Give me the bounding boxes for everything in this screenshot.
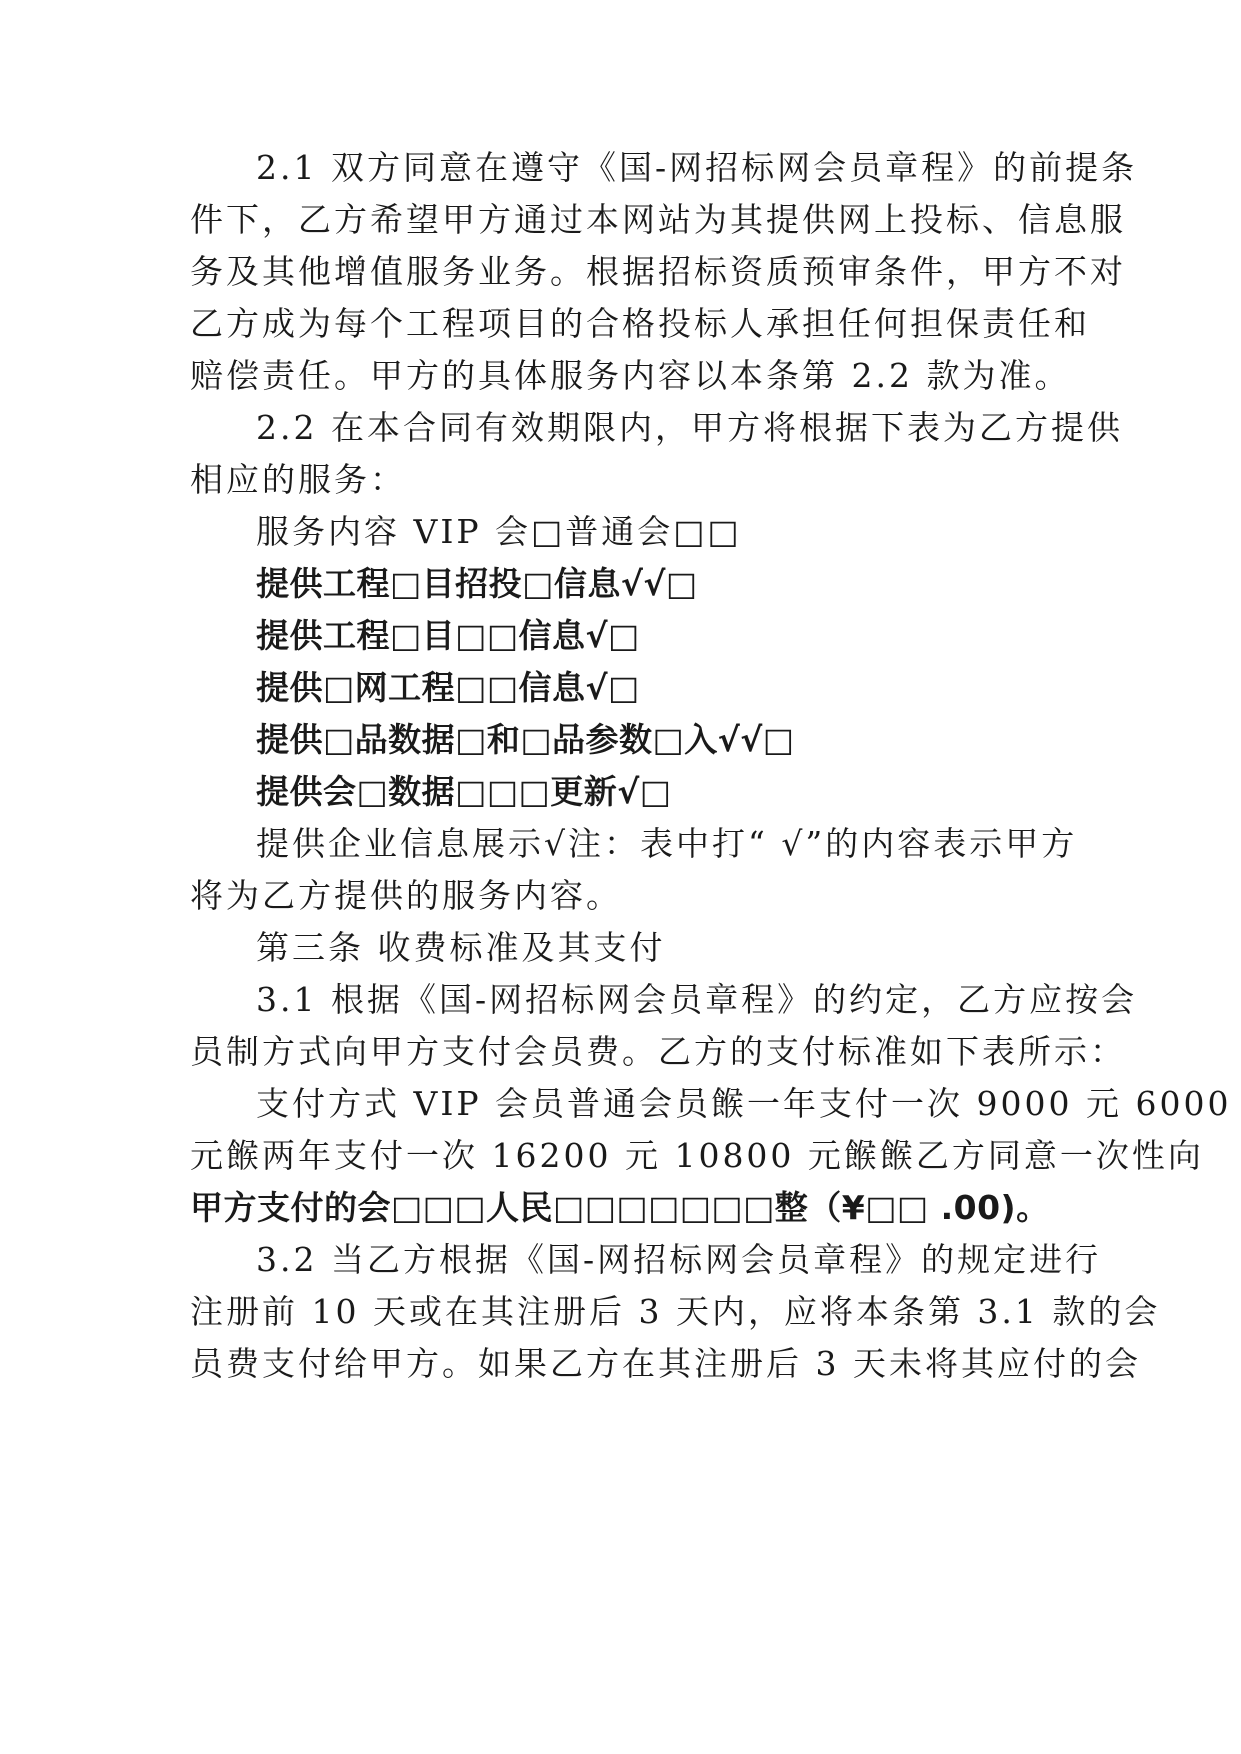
paragraph-line: 提供企业信息展示√注：表中打“ √”的内容表示甲方 — [256, 824, 1078, 863]
paragraph-line: 3.1 根据《国-网招标网会员章程》的约定，乙方应按会 — [256, 980, 1138, 1019]
paragraph-line: 赔偿责任。甲方的具体服务内容以本条第 2.2 款为准。 — [190, 356, 1071, 395]
service-table-header: 服务内容 VIP 会□普通会□□ — [256, 512, 742, 551]
paragraph-line: 3.2 当乙方根据《国-网招标网会员章程》的规定进行 — [256, 1240, 1102, 1279]
paragraph-line: 件下，乙方希望甲方通过本网站为其提供网上投标、信息服 — [190, 200, 1126, 239]
service-table-row: 提供工程□目招投□信息√√□ — [256, 564, 698, 603]
service-table-row: 提供工程□目□□信息√□ — [256, 616, 640, 655]
paragraph-line: 员制方式向甲方支付会员费。乙方的支付标准如下表所示： — [190, 1032, 1126, 1071]
fee-table-line: 支付方式 VIP 会员普通会员餱一年支付一次 9000 元 6000 — [256, 1084, 1232, 1123]
paragraph-line: 2.1 双方同意在遵守《国-网招标网会员章程》的前提条 — [256, 148, 1138, 187]
paragraph-line: 将为乙方提供的服务内容。 — [190, 876, 622, 915]
payment-amount-line: 甲方支付的会□□□人民□□□□□□□整（¥□□ .00)。 — [190, 1188, 1050, 1227]
paragraph-line: 相应的服务： — [190, 460, 406, 499]
paragraph-line: 2.2 在本合同有效期限内，甲方将根据下表为乙方提供 — [256, 408, 1123, 447]
section-heading: 第三条 收费标准及其支付 — [256, 928, 666, 967]
service-table-row: 提供□网工程□□信息√□ — [256, 668, 640, 707]
paragraph-line: 乙方成为每个工程项目的合格投标人承担任何担保责任和 — [190, 304, 1090, 343]
paragraph-line: 员费支付给甲方。如果乙方在其注册后 3 天未将其应付的会 — [190, 1344, 1141, 1383]
service-table-row: 提供□品数据□和□品参数□入√√□ — [256, 720, 795, 759]
fee-table-line: 元餱两年支付一次 16200 元 10800 元餱餱乙方同意一次性向 — [190, 1136, 1204, 1175]
paragraph-line: 注册前 10 天或在其注册后 3 天内，应将本条第 3.1 款的会 — [190, 1292, 1161, 1331]
paragraph-line: 务及其他增值服务业务。根据招标资质预审条件，甲方不对 — [190, 252, 1126, 291]
service-table-row: 提供会□数据□□□更新√□ — [256, 772, 672, 811]
